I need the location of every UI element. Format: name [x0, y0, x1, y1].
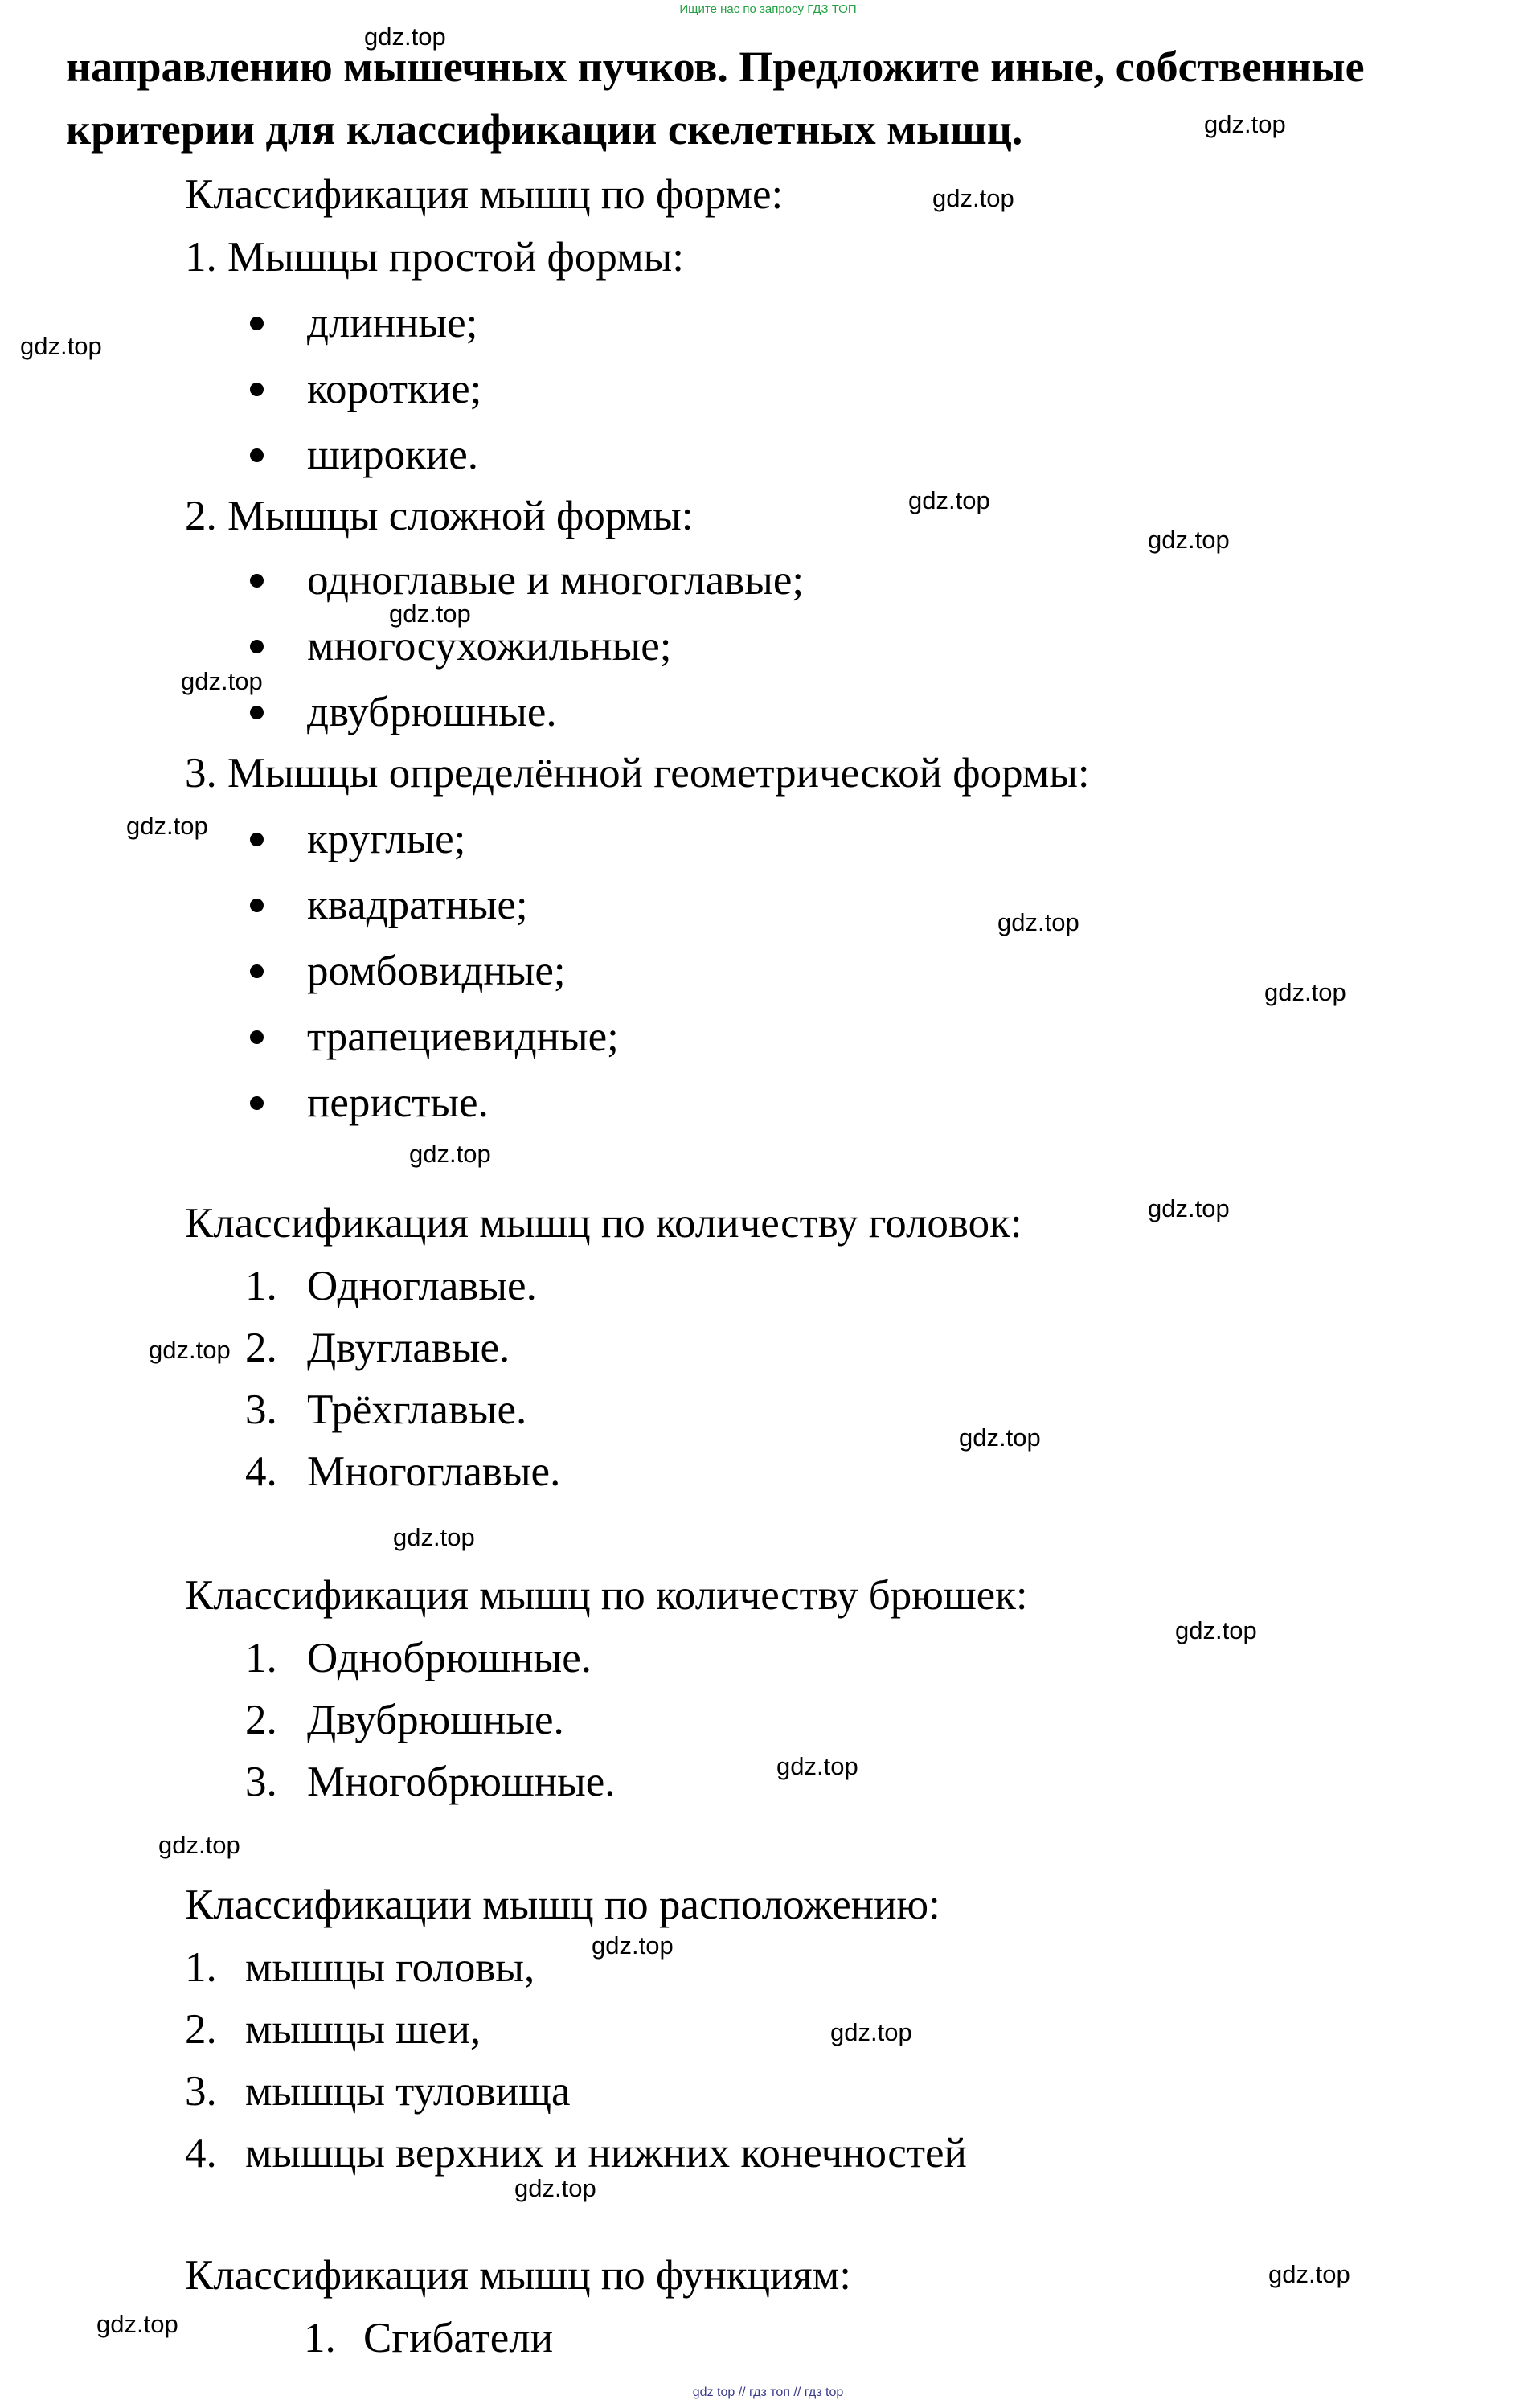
- list-item: Одноглавые.: [307, 1263, 537, 1309]
- watermark: gdz.top: [997, 908, 1079, 936]
- list-item: Однобрюшные.: [307, 1635, 592, 1681]
- watermark: gdz.top: [908, 486, 990, 514]
- list-item: мышцы туловища: [245, 2068, 571, 2115]
- list-number: 1.: [245, 1635, 277, 1681]
- list-number: 1.: [245, 1263, 277, 1309]
- shape-item: перистые.: [307, 1079, 489, 1126]
- task-text-line-2: критерии для классификации скелетных мышц.: [66, 105, 1023, 154]
- list-item: Двубрюшные.: [307, 1697, 564, 1743]
- watermark: gdz.top: [1268, 2260, 1350, 2288]
- shape-group-title-3: 3. Мышцы определённой геометрической формы:: [185, 750, 1090, 797]
- list-number: 3.: [245, 1759, 277, 1805]
- watermark: gdz.top: [514, 2174, 596, 2202]
- bullet-icon: [250, 833, 264, 846]
- list-item: мышцы шеи,: [245, 2006, 481, 2053]
- bullet-icon: [250, 964, 264, 978]
- watermark: gdz.top: [776, 1752, 858, 1780]
- list-number: 2.: [245, 1325, 277, 1371]
- watermark: gdz.top: [1148, 1194, 1230, 1222]
- watermark: gdz.top: [1204, 110, 1286, 138]
- shape-item: многосухожильные;: [307, 623, 672, 670]
- watermark: gdz.top: [409, 1140, 491, 1168]
- section-heading-heads: Классификация мышц по количеству головок:: [185, 1200, 1022, 1247]
- list-item: мышцы верхних и нижних конечностей: [245, 2130, 967, 2177]
- watermark: gdz.top: [1264, 978, 1346, 1006]
- shape-group-title-2: 2. Мышцы сложной формы:: [185, 493, 694, 539]
- bullet-icon: [250, 448, 264, 462]
- watermark: gdz.top: [1148, 526, 1230, 554]
- bullet-icon: [250, 899, 264, 912]
- list-item: Многоглавые.: [307, 1448, 561, 1495]
- list-item: Трёхглавые.: [307, 1386, 527, 1433]
- shape-item: двубрюшные.: [307, 689, 557, 735]
- bullet-icon: [250, 574, 264, 588]
- shape-group-title-1: 1. Мышцы простой формы:: [185, 234, 684, 281]
- watermark: gdz.top: [932, 184, 1014, 212]
- watermark: gdz.top: [149, 1336, 231, 1364]
- list-number: 3.: [245, 1386, 277, 1433]
- list-item: Многобрюшные.: [307, 1759, 616, 1805]
- shape-item: круглые;: [307, 816, 466, 862]
- list-number: 4.: [185, 2130, 217, 2177]
- bullet-icon: [250, 1030, 264, 1044]
- section-heading-bellies: Классификация мышц по количеству брюшек:: [185, 1572, 1028, 1619]
- bullet-icon: [250, 1096, 264, 1110]
- shape-item: ромбовидные;: [307, 948, 566, 994]
- task-text-line-1: направлению мышечных пучков. Предложите иные, собственные: [66, 43, 1365, 91]
- list-number: 1.: [304, 2315, 336, 2361]
- watermark: gdz.top: [830, 2018, 912, 2046]
- section-heading-shape: Классификация мышц по форме:: [185, 171, 784, 218]
- watermark: gdz.top: [393, 1523, 475, 1551]
- watermark: gdz.top: [20, 332, 102, 360]
- watermark: gdz.top: [96, 2310, 178, 2338]
- bullet-icon: [250, 317, 264, 330]
- list-number: 3.: [185, 2068, 217, 2115]
- bullet-icon: [250, 383, 264, 396]
- shape-item: одноглавые и многоглавые;: [307, 557, 805, 604]
- list-number: 2.: [185, 2006, 217, 2053]
- list-number: 1.: [185, 1944, 217, 1991]
- list-item: Двуглавые.: [307, 1325, 510, 1371]
- list-item: Сгибатели: [363, 2315, 554, 2361]
- list-item: мышцы головы,: [245, 1944, 535, 1991]
- watermark: gdz.top: [126, 812, 208, 840]
- watermark: gdz.top: [1175, 1616, 1257, 1644]
- list-number: 2.: [245, 1697, 277, 1743]
- footer-watermark: gdz top // гдз топ // гдз top: [692, 2385, 844, 2399]
- watermark: gdz.top: [158, 1831, 240, 1859]
- shape-item: короткие;: [307, 366, 482, 412]
- watermark: gdz.top: [592, 1931, 674, 1960]
- shape-item: квадратные;: [307, 882, 528, 928]
- list-number: 4.: [245, 1448, 277, 1495]
- watermark: gdz.top: [389, 600, 471, 628]
- top-banner: Ищите нас по запросу ГДЗ ТОП: [679, 2, 857, 16]
- shape-item: трапециевидные;: [307, 1014, 619, 1060]
- watermark: gdz.top: [181, 667, 263, 695]
- section-heading-location: Классификации мышц по расположению:: [185, 1882, 940, 1928]
- bullet-icon: [250, 640, 264, 653]
- bullet-icon: [250, 706, 264, 719]
- section-heading-function: Классификация мышц по функциям:: [185, 2252, 851, 2299]
- shape-item: широкие.: [307, 432, 479, 478]
- shape-item: длинные;: [307, 300, 478, 346]
- watermark: gdz.top: [959, 1423, 1041, 1452]
- watermark: gdz.top: [364, 23, 446, 51]
